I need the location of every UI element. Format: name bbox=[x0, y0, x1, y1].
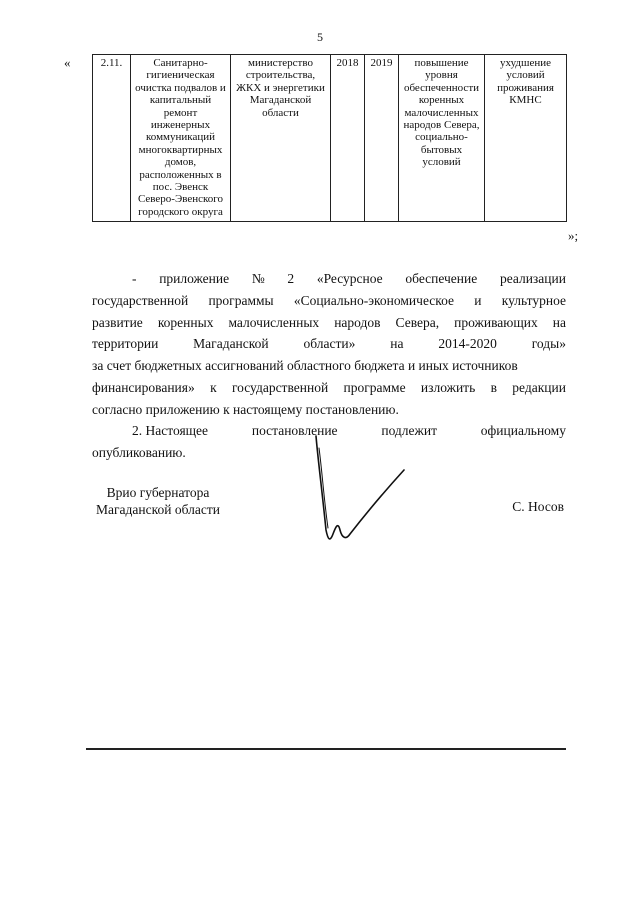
handwritten-signature bbox=[300, 430, 410, 550]
paragraph-line bbox=[92, 268, 566, 290]
word: № bbox=[251, 271, 265, 286]
position-line: Врио губернатора bbox=[106, 485, 210, 500]
paragraph-line bbox=[92, 333, 566, 355]
word: редакции bbox=[512, 379, 566, 395]
paragraph-line: за счет бюджетных ассигнований областного бюджета и иных источников bbox=[92, 358, 518, 374]
word: обеспечение bbox=[405, 271, 478, 286]
word: Магаданской bbox=[193, 336, 269, 352]
word: 2014-2020 bbox=[438, 336, 497, 352]
table-row bbox=[93, 55, 567, 222]
measure-table bbox=[92, 54, 567, 222]
consequence-cell: ухудшение условий проживания КМНС bbox=[485, 55, 567, 222]
word: годы» bbox=[531, 336, 566, 352]
word: проживающих bbox=[454, 314, 538, 330]
word: культурное bbox=[501, 292, 566, 308]
word: программы bbox=[208, 292, 274, 308]
footer-divider bbox=[86, 748, 566, 750]
word: программе bbox=[343, 379, 406, 395]
page-number: 5 bbox=[317, 30, 323, 44]
word: «Ресурсное bbox=[316, 271, 383, 286]
result-cell: повышение уровня обеспеченности коренных малочисленных народов Севера, социально-бытовых условий bbox=[399, 55, 485, 222]
year-start-cell: 2018 bbox=[331, 55, 365, 222]
word: 2 bbox=[287, 271, 295, 286]
word: коренных bbox=[157, 314, 214, 330]
word: государственной bbox=[92, 292, 189, 308]
word: к bbox=[210, 379, 217, 395]
word: на bbox=[390, 336, 404, 352]
word: области» bbox=[303, 336, 356, 352]
word: постановление bbox=[251, 423, 338, 438]
paragraph-line: опубликованию. bbox=[92, 444, 186, 460]
word: народов bbox=[334, 314, 381, 330]
word: Севера, bbox=[395, 314, 440, 330]
position-line: Магаданской области bbox=[96, 502, 220, 517]
word: приложение bbox=[159, 271, 230, 286]
word: на bbox=[552, 314, 566, 330]
word: - bbox=[132, 271, 137, 286]
paragraph-line bbox=[92, 290, 566, 312]
word: государственной bbox=[231, 379, 329, 395]
paragraph-line bbox=[92, 312, 566, 334]
executor-cell: министерство строительства, ЖКХ и энергетики Магаданской области bbox=[231, 55, 331, 222]
word: и bbox=[474, 292, 482, 308]
word: 2. Настоящее bbox=[132, 423, 209, 438]
signatory-position bbox=[88, 484, 228, 518]
word: развитие bbox=[92, 314, 143, 330]
measure-cell: Санитарно-гигиеническая очистка подвалов и капитальный ремонт инженерных коммуникаций многоквартирных домов, расположенных в пос. Эвенск Северо-Эвенского городского округа bbox=[131, 55, 231, 222]
word: изложить bbox=[420, 379, 476, 395]
word: «Социально-экономическое bbox=[293, 292, 455, 308]
closing-quote: »; bbox=[568, 228, 579, 243]
paragraph-line: согласно приложению к настоящему постановлению. bbox=[92, 401, 399, 417]
word: в bbox=[490, 379, 497, 395]
word: официальному bbox=[480, 423, 566, 438]
word: реализации bbox=[499, 271, 566, 286]
word: финансирования» bbox=[92, 379, 195, 395]
opening-quote: « bbox=[64, 55, 71, 70]
signatory-name: С. Носов bbox=[512, 499, 564, 514]
year-end-cell: 2019 bbox=[365, 55, 399, 222]
paragraph-appendix bbox=[92, 268, 566, 421]
word: малочисленных bbox=[228, 314, 320, 330]
word: территории bbox=[92, 336, 159, 352]
row-number-cell: 2.11. bbox=[93, 55, 131, 222]
paragraph-line bbox=[92, 377, 566, 399]
word: подлежит bbox=[381, 423, 437, 438]
